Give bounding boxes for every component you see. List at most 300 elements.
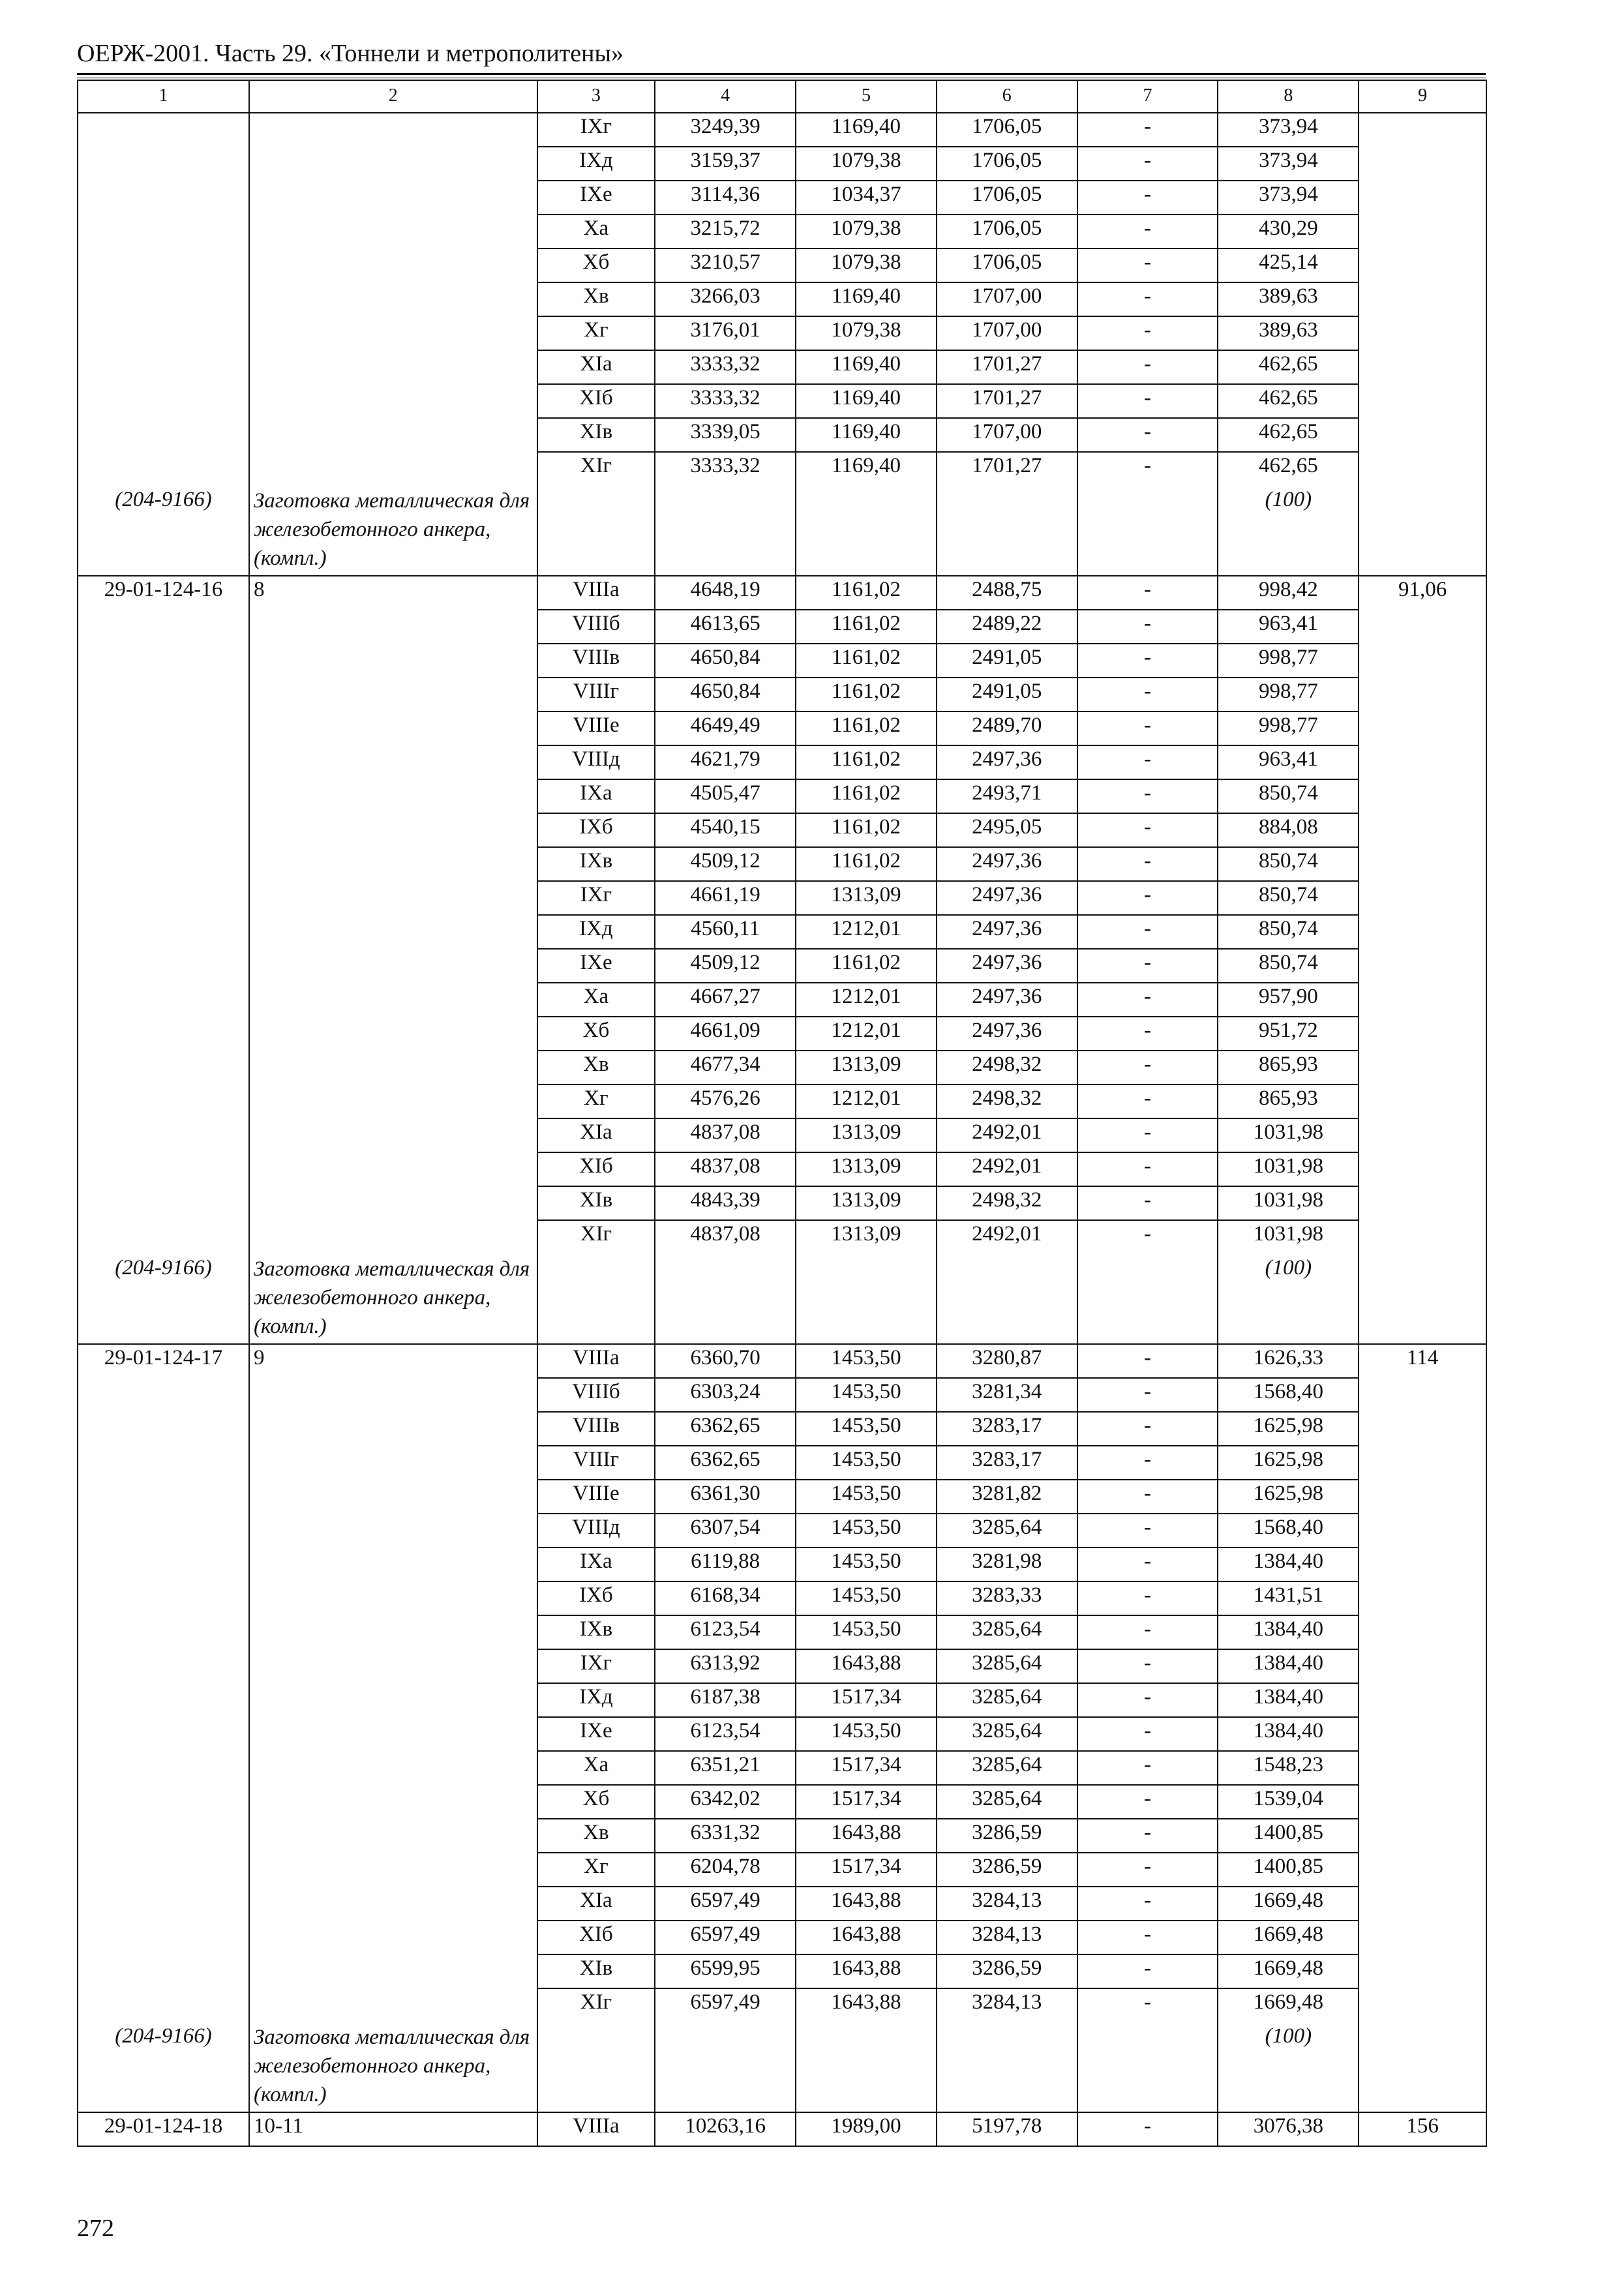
code-cell (78, 678, 249, 711)
value-cell-col4: 4837,08 (655, 1220, 796, 1253)
value-cell-col6: 2491,05 (937, 644, 1077, 678)
value-cell-col4: 4661,19 (655, 881, 796, 915)
material-quantity: (100) (1218, 1253, 1359, 1344)
empty-cell (1359, 485, 1486, 576)
value-cell-col3: VIIIв (537, 1412, 655, 1446)
value-cell-col6: 1706,05 (937, 248, 1077, 282)
value-cell-col7: - (1077, 711, 1218, 745)
code-cell (78, 1853, 249, 1887)
col9-cell (1359, 418, 1486, 452)
value-cell-col5: 1169,40 (796, 282, 937, 316)
code-cell (78, 1954, 249, 1988)
code-cell: 29-01-124-16 (78, 576, 249, 610)
value-cell-col3: XIа (537, 1887, 655, 1921)
value-cell-col5: 1453,50 (796, 1514, 937, 1548)
value-cell-col4: 6599,95 (655, 1954, 796, 1988)
value-cell-col6: 2497,36 (937, 915, 1077, 949)
code-cell: 29-01-124-17 (78, 1344, 249, 1378)
code-cell (78, 1085, 249, 1118)
table-row (78, 745, 1486, 779)
code-cell (78, 1751, 249, 1785)
value-cell-col4: 6313,92 (655, 1649, 796, 1683)
table-row (78, 1785, 1486, 1819)
col9-cell (1359, 1051, 1486, 1085)
param-cell (249, 316, 537, 350)
value-cell-col8: 1669,48 (1218, 1887, 1359, 1921)
value-cell-col6: 1701,27 (937, 384, 1077, 418)
param-cell (249, 1378, 537, 1412)
value-cell-col6: 3286,59 (937, 1853, 1077, 1887)
value-cell-col3: Xб (537, 1785, 655, 1819)
param-cell (249, 215, 537, 248)
material-description: Заготовка металлическая для железобетонного анкера, (компл.) (249, 1253, 537, 1344)
value-cell-col6: 3285,64 (937, 1514, 1077, 1548)
value-cell-col4: 6204,78 (655, 1853, 796, 1887)
value-cell-col3: IXб (537, 1581, 655, 1615)
value-cell-col8: 1669,48 (1218, 1921, 1359, 1954)
value-cell-col7: - (1077, 1344, 1218, 1378)
param-cell (249, 1717, 537, 1751)
value-cell-col7: - (1077, 1988, 1218, 2022)
table-row (78, 1717, 1486, 1751)
code-cell (78, 1480, 249, 1514)
value-cell-col5: 1313,09 (796, 1220, 937, 1253)
value-cell-col8: 1031,98 (1218, 1220, 1359, 1253)
col9-cell: 114 (1359, 1344, 1486, 1378)
value-cell-col3: Xб (537, 248, 655, 282)
col9-cell: 91,06 (1359, 576, 1486, 610)
value-cell-col6: 2493,71 (937, 779, 1077, 813)
value-cell-col7: - (1077, 1480, 1218, 1514)
param-cell (249, 418, 537, 452)
code-cell (78, 610, 249, 644)
value-cell-col7: - (1077, 181, 1218, 215)
col9-cell (1359, 1017, 1486, 1051)
value-cell-col6: 3283,33 (937, 1581, 1077, 1615)
col-header-8: 8 (1218, 80, 1359, 113)
table-row (78, 1751, 1486, 1785)
value-cell-col4: 6597,49 (655, 1887, 796, 1921)
param-cell (249, 1220, 537, 1253)
value-cell-col7: - (1077, 418, 1218, 452)
table-row (78, 1412, 1486, 1446)
value-cell-col7: - (1077, 1887, 1218, 1921)
value-cell-col7: - (1077, 1683, 1218, 1717)
value-cell-col4: 3159,37 (655, 147, 796, 181)
value-cell-col4: 6360,70 (655, 1344, 796, 1378)
col9-cell (1359, 1853, 1486, 1887)
value-cell-col6: 1706,05 (937, 215, 1077, 248)
value-cell-col6: 2497,36 (937, 745, 1077, 779)
code-cell (78, 1446, 249, 1480)
table-row (78, 576, 1486, 610)
value-cell-col4: 3114,36 (655, 181, 796, 215)
value-cell-col3: IXд (537, 915, 655, 949)
value-cell-col5: 1161,02 (796, 779, 937, 813)
value-cell-col4: 10263,16 (655, 2112, 796, 2146)
param-cell (249, 1887, 537, 1921)
value-cell-col3: XIб (537, 1921, 655, 1954)
empty-cell (796, 485, 937, 576)
table-row (78, 248, 1486, 282)
value-cell-col3: IXг (537, 1649, 655, 1683)
value-cell-col8: 1384,40 (1218, 1683, 1359, 1717)
empty-cell (937, 485, 1077, 576)
value-cell-col8: 462,65 (1218, 384, 1359, 418)
value-cell-col8: 951,72 (1218, 1017, 1359, 1051)
value-cell-col7: - (1077, 1446, 1218, 1480)
value-cell-col4: 6119,88 (655, 1548, 796, 1581)
value-cell-col3: IXд (537, 1683, 655, 1717)
empty-cell (537, 485, 655, 576)
value-cell-col4: 6597,49 (655, 1988, 796, 2022)
value-cell-col5: 1212,01 (796, 1085, 937, 1118)
value-cell-col6: 3284,13 (937, 1921, 1077, 1954)
value-cell-col4: 4509,12 (655, 847, 796, 881)
code-cell (78, 1921, 249, 1954)
table-row (78, 282, 1486, 316)
empty-cell (1359, 2022, 1486, 2112)
code-cell: 29-01-124-18 (78, 2112, 249, 2146)
param-cell (249, 983, 537, 1017)
empty-cell (1077, 1253, 1218, 1344)
col9-cell (1359, 813, 1486, 847)
value-cell-col7: - (1077, 1921, 1218, 1954)
value-cell-col5: 1161,02 (796, 745, 937, 779)
value-cell-col7: - (1077, 2112, 1218, 2146)
empty-cell (796, 2022, 937, 2112)
value-cell-col8: 1384,40 (1218, 1615, 1359, 1649)
material-note-row (78, 2022, 1486, 2112)
value-cell-col4: 4505,47 (655, 779, 796, 813)
value-cell-col6: 2492,01 (937, 1118, 1077, 1152)
col9-cell: 156 (1359, 2112, 1486, 2146)
value-cell-col5: 1161,02 (796, 576, 937, 610)
col9-cell (1359, 1581, 1486, 1615)
value-cell-col7: - (1077, 915, 1218, 949)
code-cell (78, 1581, 249, 1615)
col9-cell (1359, 881, 1486, 915)
col9-cell (1359, 181, 1486, 215)
value-cell-col6: 2492,01 (937, 1220, 1077, 1253)
value-cell-col5: 1161,02 (796, 847, 937, 881)
param-cell (249, 847, 537, 881)
empty-cell (655, 1253, 796, 1344)
value-cell-col7: - (1077, 1548, 1218, 1581)
table-row (78, 418, 1486, 452)
value-cell-col7: - (1077, 644, 1218, 678)
value-cell-col7: - (1077, 1186, 1218, 1220)
value-cell-col4: 3215,72 (655, 215, 796, 248)
value-cell-col7: - (1077, 316, 1218, 350)
col9-cell (1359, 1751, 1486, 1785)
col9-cell (1359, 1548, 1486, 1581)
table-row (78, 1186, 1486, 1220)
table-row (78, 1118, 1486, 1152)
param-cell (249, 644, 537, 678)
value-cell-col4: 4837,08 (655, 1118, 796, 1152)
code-cell (78, 1412, 249, 1446)
value-cell-col8: 1669,48 (1218, 1954, 1359, 1988)
value-cell-col5: 1161,02 (796, 949, 937, 983)
value-cell-col8: 865,93 (1218, 1085, 1359, 1118)
col9-cell (1359, 1649, 1486, 1683)
code-cell (78, 452, 249, 485)
value-cell-col8: 1568,40 (1218, 1514, 1359, 1548)
table-row (78, 813, 1486, 847)
resource-code: (204-9166) (78, 485, 249, 576)
value-cell-col3: VIIIг (537, 678, 655, 711)
col9-cell (1359, 1412, 1486, 1446)
value-cell-col5: 1313,09 (796, 881, 937, 915)
value-cell-col5: 1169,40 (796, 113, 937, 147)
code-cell (78, 813, 249, 847)
value-cell-col5: 1453,50 (796, 1615, 937, 1649)
col-header-9: 9 (1359, 80, 1486, 113)
table-row (78, 2112, 1486, 2146)
empty-cell (937, 2022, 1077, 2112)
value-cell-col5: 1643,88 (796, 1954, 937, 1988)
code-cell (78, 1819, 249, 1853)
value-cell-col7: - (1077, 881, 1218, 915)
value-cell-col5: 1313,09 (796, 1051, 937, 1085)
value-cell-col3: IXе (537, 181, 655, 215)
value-cell-col8: 373,94 (1218, 181, 1359, 215)
col9-cell (1359, 316, 1486, 350)
value-cell-col8: 1539,04 (1218, 1785, 1359, 1819)
col9-cell (1359, 1378, 1486, 1412)
value-cell-col5: 1517,34 (796, 1853, 937, 1887)
table-row (78, 1446, 1486, 1480)
value-cell-col7: - (1077, 1220, 1218, 1253)
code-cell (78, 384, 249, 418)
code-cell (78, 1683, 249, 1717)
col9-cell (1359, 1887, 1486, 1921)
value-cell-col4: 6342,02 (655, 1785, 796, 1819)
col9-cell (1359, 1085, 1486, 1118)
value-cell-col6: 1707,00 (937, 418, 1077, 452)
code-cell (78, 113, 249, 147)
value-cell-col6: 3280,87 (937, 1344, 1077, 1378)
value-cell-col3: XIв (537, 1954, 655, 1988)
param-cell (249, 282, 537, 316)
value-cell-col4: 3333,32 (655, 384, 796, 418)
value-cell-col4: 6123,54 (655, 1717, 796, 1751)
value-cell-col4: 6362,65 (655, 1412, 796, 1446)
code-cell (78, 1548, 249, 1581)
col9-cell (1359, 644, 1486, 678)
param-cell (249, 1085, 537, 1118)
value-cell-col3: Xб (537, 1017, 655, 1051)
empty-cell (796, 1253, 937, 1344)
value-cell-col8: 462,65 (1218, 452, 1359, 485)
material-description: Заготовка металлическая для железобетонного анкера, (компл.) (249, 2022, 537, 2112)
value-cell-col7: - (1077, 350, 1218, 384)
code-cell (78, 215, 249, 248)
value-cell-col8: 957,90 (1218, 983, 1359, 1017)
value-cell-col5: 1643,88 (796, 1649, 937, 1683)
col9-cell (1359, 1220, 1486, 1253)
col9-cell (1359, 147, 1486, 181)
value-cell-col6: 2497,36 (937, 881, 1077, 915)
value-cell-col6: 3285,64 (937, 1751, 1077, 1785)
value-cell-col6: 3283,17 (937, 1412, 1077, 1446)
column-number-row (78, 80, 1486, 113)
table-row (78, 1853, 1486, 1887)
value-cell-col4: 6351,21 (655, 1751, 796, 1785)
table-row (78, 1017, 1486, 1051)
value-cell-col8: 998,77 (1218, 678, 1359, 711)
col9-cell (1359, 1186, 1486, 1220)
value-cell-col6: 3284,13 (937, 1988, 1077, 2022)
empty-cell (537, 1253, 655, 1344)
value-cell-col3: XIг (537, 452, 655, 485)
value-cell-col4: 4648,19 (655, 576, 796, 610)
value-cell-col6: 3286,59 (937, 1819, 1077, 1853)
value-cell-col7: - (1077, 813, 1218, 847)
value-cell-col8: 850,74 (1218, 881, 1359, 915)
value-cell-col4: 6168,34 (655, 1581, 796, 1615)
value-cell-col7: - (1077, 983, 1218, 1017)
value-cell-col3: XIг (537, 1988, 655, 2022)
price-table (77, 80, 1487, 2147)
code-cell (78, 282, 249, 316)
code-cell (78, 418, 249, 452)
code-cell (78, 147, 249, 181)
empty-cell (1077, 2022, 1218, 2112)
param-cell (249, 1152, 537, 1186)
value-cell-col4: 4677,34 (655, 1051, 796, 1085)
value-cell-col8: 1625,98 (1218, 1480, 1359, 1514)
code-cell (78, 1152, 249, 1186)
value-cell-col5: 1453,50 (796, 1446, 937, 1480)
value-cell-col7: - (1077, 1954, 1218, 1988)
param-cell (249, 1480, 537, 1514)
material-description: Заготовка металлическая для железобетонного анкера, (компл.) (249, 485, 537, 576)
table-row (78, 1344, 1486, 1378)
value-cell-col8: 850,74 (1218, 847, 1359, 881)
value-cell-col3: Xв (537, 1819, 655, 1853)
table-row (78, 779, 1486, 813)
value-cell-col6: 1706,05 (937, 181, 1077, 215)
value-cell-col8: 373,94 (1218, 147, 1359, 181)
code-cell (78, 949, 249, 983)
value-cell-col5: 1453,50 (796, 1548, 937, 1581)
value-cell-col7: - (1077, 1514, 1218, 1548)
value-cell-col5: 1161,02 (796, 813, 937, 847)
value-cell-col6: 2497,36 (937, 1017, 1077, 1051)
value-cell-col7: - (1077, 113, 1218, 147)
param-cell (249, 1988, 537, 2022)
param-cell (249, 1819, 537, 1853)
value-cell-col7: - (1077, 452, 1218, 485)
value-cell-col8: 389,63 (1218, 316, 1359, 350)
value-cell-col3: Xа (537, 983, 655, 1017)
col9-cell (1359, 350, 1486, 384)
value-cell-col4: 3333,32 (655, 452, 796, 485)
col-header-4: 4 (655, 80, 796, 113)
value-cell-col4: 6187,38 (655, 1683, 796, 1717)
col9-cell (1359, 1683, 1486, 1717)
col-header-7: 7 (1077, 80, 1218, 113)
param-cell (249, 915, 537, 949)
value-cell-col7: - (1077, 1649, 1218, 1683)
code-cell (78, 1051, 249, 1085)
value-cell-col7: - (1077, 1017, 1218, 1051)
value-cell-col5: 1169,40 (796, 384, 937, 418)
value-cell-col7: - (1077, 215, 1218, 248)
param-cell (249, 147, 537, 181)
material-note-row (78, 1253, 1486, 1344)
table-row (78, 711, 1486, 745)
table-row (78, 1649, 1486, 1683)
value-cell-col3: Xг (537, 1085, 655, 1118)
value-cell-col7: - (1077, 1085, 1218, 1118)
value-cell-col7: - (1077, 1751, 1218, 1785)
value-cell-col6: 1706,05 (937, 113, 1077, 147)
value-cell-col8: 462,65 (1218, 418, 1359, 452)
param-cell (249, 881, 537, 915)
value-cell-col8: 373,94 (1218, 113, 1359, 147)
col-header-2: 2 (249, 80, 537, 113)
table-body (78, 113, 1486, 2146)
value-cell-col4: 4650,84 (655, 644, 796, 678)
value-cell-col3: XIг (537, 1220, 655, 1253)
value-cell-col7: - (1077, 384, 1218, 418)
code-cell (78, 1717, 249, 1751)
value-cell-col6: 2497,36 (937, 847, 1077, 881)
param-cell (249, 1853, 537, 1887)
value-cell-col6: 3283,17 (937, 1446, 1077, 1480)
value-cell-col7: - (1077, 847, 1218, 881)
material-note-row (78, 485, 1486, 576)
code-cell (78, 847, 249, 881)
value-cell-col3: XIв (537, 418, 655, 452)
empty-cell (655, 485, 796, 576)
table-row (78, 983, 1486, 1017)
table-row (78, 610, 1486, 644)
value-cell-col6: 2498,32 (937, 1051, 1077, 1085)
value-cell-col5: 1161,02 (796, 610, 937, 644)
value-cell-col3: VIIIа (537, 2112, 655, 2146)
table-row (78, 847, 1486, 881)
param-cell (249, 678, 537, 711)
table-row (78, 384, 1486, 418)
value-cell-col7: - (1077, 1412, 1218, 1446)
value-cell-col6: 2488,75 (937, 576, 1077, 610)
code-cell (78, 1649, 249, 1683)
table-row (78, 452, 1486, 485)
table-row (78, 215, 1486, 248)
resource-code: (204-9166) (78, 1253, 249, 1344)
value-cell-col4: 4649,49 (655, 711, 796, 745)
value-cell-col5: 1313,09 (796, 1118, 937, 1152)
value-cell-col5: 1161,02 (796, 678, 937, 711)
value-cell-col4: 6307,54 (655, 1514, 796, 1548)
material-quantity: (100) (1218, 2022, 1359, 2112)
code-cell (78, 1785, 249, 1819)
value-cell-col5: 1169,40 (796, 452, 937, 485)
value-cell-col6: 3285,64 (937, 1717, 1077, 1751)
param-cell (249, 1921, 537, 1954)
value-cell-col6: 3281,98 (937, 1548, 1077, 1581)
col9-cell (1359, 847, 1486, 881)
value-cell-col3: Xг (537, 1853, 655, 1887)
col9-cell (1359, 1615, 1486, 1649)
value-cell-col5: 1517,34 (796, 1785, 937, 1819)
param-cell (249, 1514, 537, 1548)
value-cell-col3: Xа (537, 215, 655, 248)
